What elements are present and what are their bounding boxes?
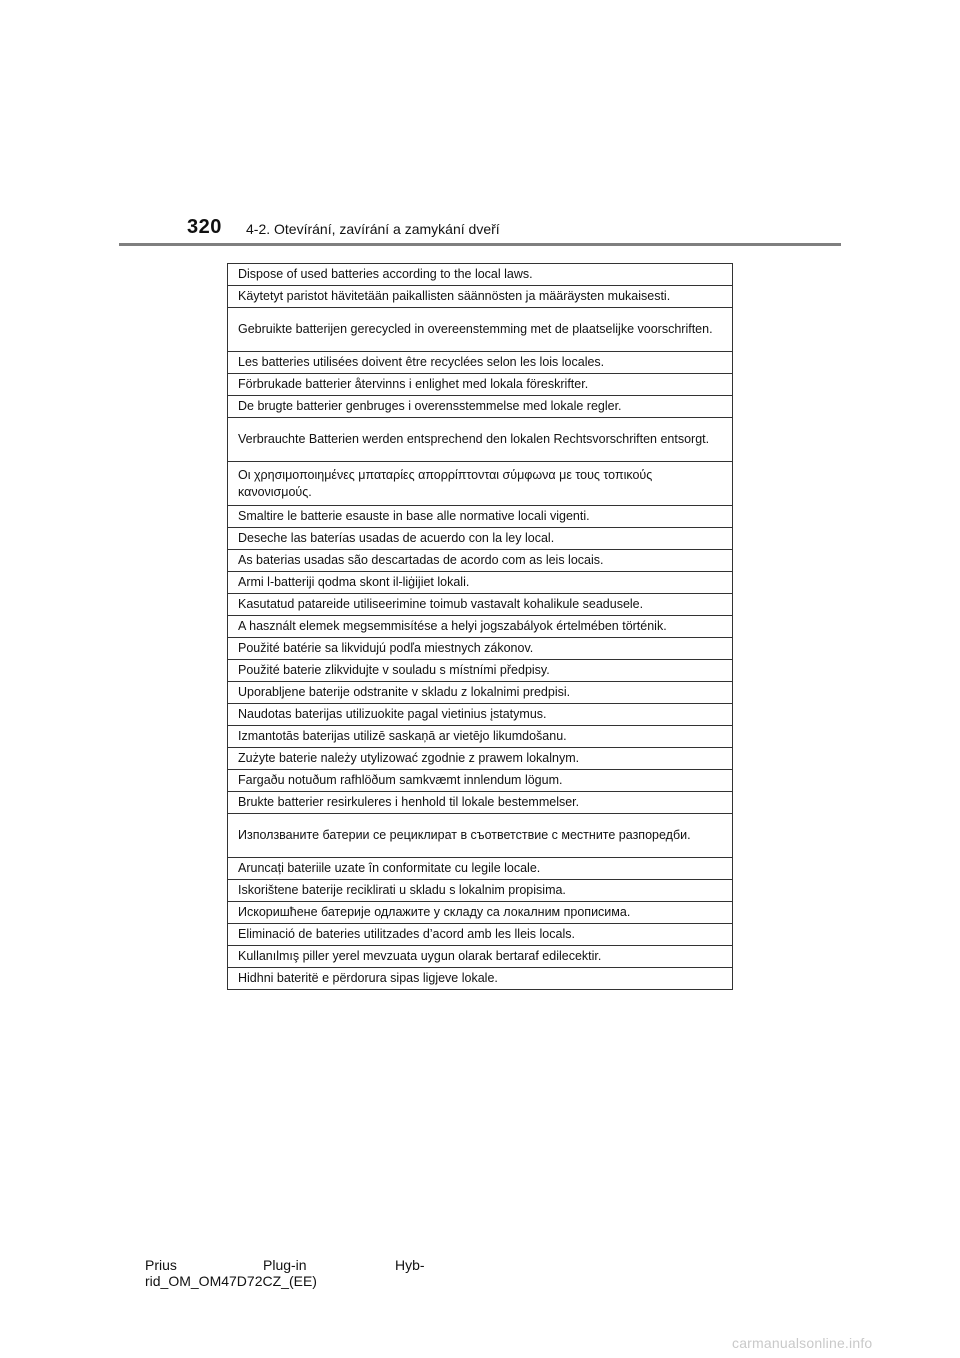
table-row: Gebruikte batterijen gerecycled in overeenstemming met de plaatselijke voorschriften. <box>228 308 732 352</box>
battery-disposal-table <box>227 263 733 990</box>
header-rule <box>119 243 841 246</box>
table-row: Eliminació de bateries utilitzades d’acord amb les lleis locals. <box>228 924 732 946</box>
table-row: Naudotas baterijas utilizuokite pagal vietinius įstatymus. <box>228 704 732 726</box>
table-row: Aruncați bateriile uzate în conformitate cu legile locale. <box>228 858 732 880</box>
table-row: Deseche las baterías usadas de acuerdo con la ley local. <box>228 528 732 550</box>
table-row: Uporabljene baterije odstranite v skladu z lokalnimi predpisi. <box>228 682 732 704</box>
table-row: Fargaðu notuðum rafhlöðum samkvæmt innlendum lögum. <box>228 770 732 792</box>
table-row: Smaltire le batterie esauste in base alle normative locali vigenti. <box>228 506 732 528</box>
table-row: Použité baterie zlikvidujte v souladu s místními předpisy. <box>228 660 732 682</box>
table-row: Dispose of used batteries according to the local laws. <box>228 264 732 286</box>
footer-model <box>145 1257 425 1289</box>
table-row: Izmantotās baterijas utilizē saskaņā ar vietējo likumdošanu. <box>228 726 732 748</box>
table-row: As baterias usadas são descartadas de acordo com as leis locais. <box>228 550 732 572</box>
table-row: De brugte batterier genbruges i overensstemmelse med lokale regler. <box>228 396 732 418</box>
table-row: Použité batérie sa likvidujú podľa miestnych zákonov. <box>228 638 732 660</box>
watermark[interactable]: carmanualsonline.info <box>732 1335 873 1351</box>
table-row: Verbrauchte Batterien werden entsprechend den lokalen Rechtsvorschriften entsorgt. <box>228 418 732 462</box>
footer-model-word-prius: Prius <box>145 1257 177 1273</box>
footer-model-line-2: rid_OM_OM47D72CZ_(EE) <box>145 1273 317 1289</box>
table-row: Zużyte baterie należy utylizować zgodnie z prawem lokalnym. <box>228 748 732 770</box>
section-title: 4-2. Otevírání, zavírání a zamykání dveří <box>246 221 500 237</box>
table-row: Използваните батерии се рециклират в съответствие с местните разпоредби. <box>228 814 732 858</box>
table-row: A használt elemek megsemmisítése a helyi jogszabályok értelmében történik. <box>228 616 732 638</box>
table-row: Hidhni bateritë e përdorura sipas ligjeve lokale. <box>228 968 732 990</box>
page-number: 320 <box>187 216 222 238</box>
table-row: Armi l-batteriji qodma skont il-liġijiet lokali. <box>228 572 732 594</box>
footer-model-word-hyb: Hyb- <box>395 1257 425 1273</box>
table-row: Käytetyt paristot hävitetään paikallisten säännösten ja määräysten mukaisesti. <box>228 286 732 308</box>
table-row: Les batteries utilisées doivent être recyclées selon les lois locales. <box>228 352 732 374</box>
table-row: Искоришћене батерије одлажите у складу са локалним прописима. <box>228 902 732 924</box>
table-row: Kullanılmış piller yerel mevzuata uygun olarak bertaraf edilecektir. <box>228 946 732 968</box>
footer-model-word-plugin: Plug-in <box>263 1257 307 1273</box>
table-row: Brukte batterier resirkuleres i henhold til lokale bestemmelser. <box>228 792 732 814</box>
table-row: Kasutatud patareide utiliseerimine toimub vastavalt kohalikule seadusele. <box>228 594 732 616</box>
table-row: Οι χρησιμοποιημένες μπαταρίες απορρίπτονται σύμφωνα με τους τοπικούς κανονισμούς. <box>228 462 732 506</box>
footer-model-line-1 <box>145 1257 425 1273</box>
table-row: Förbrukade batterier återvinns i enlighet med lokala föreskrifter. <box>228 374 732 396</box>
table-row: Iskorištene baterije reciklirati u skladu s lokalnim propisima. <box>228 880 732 902</box>
